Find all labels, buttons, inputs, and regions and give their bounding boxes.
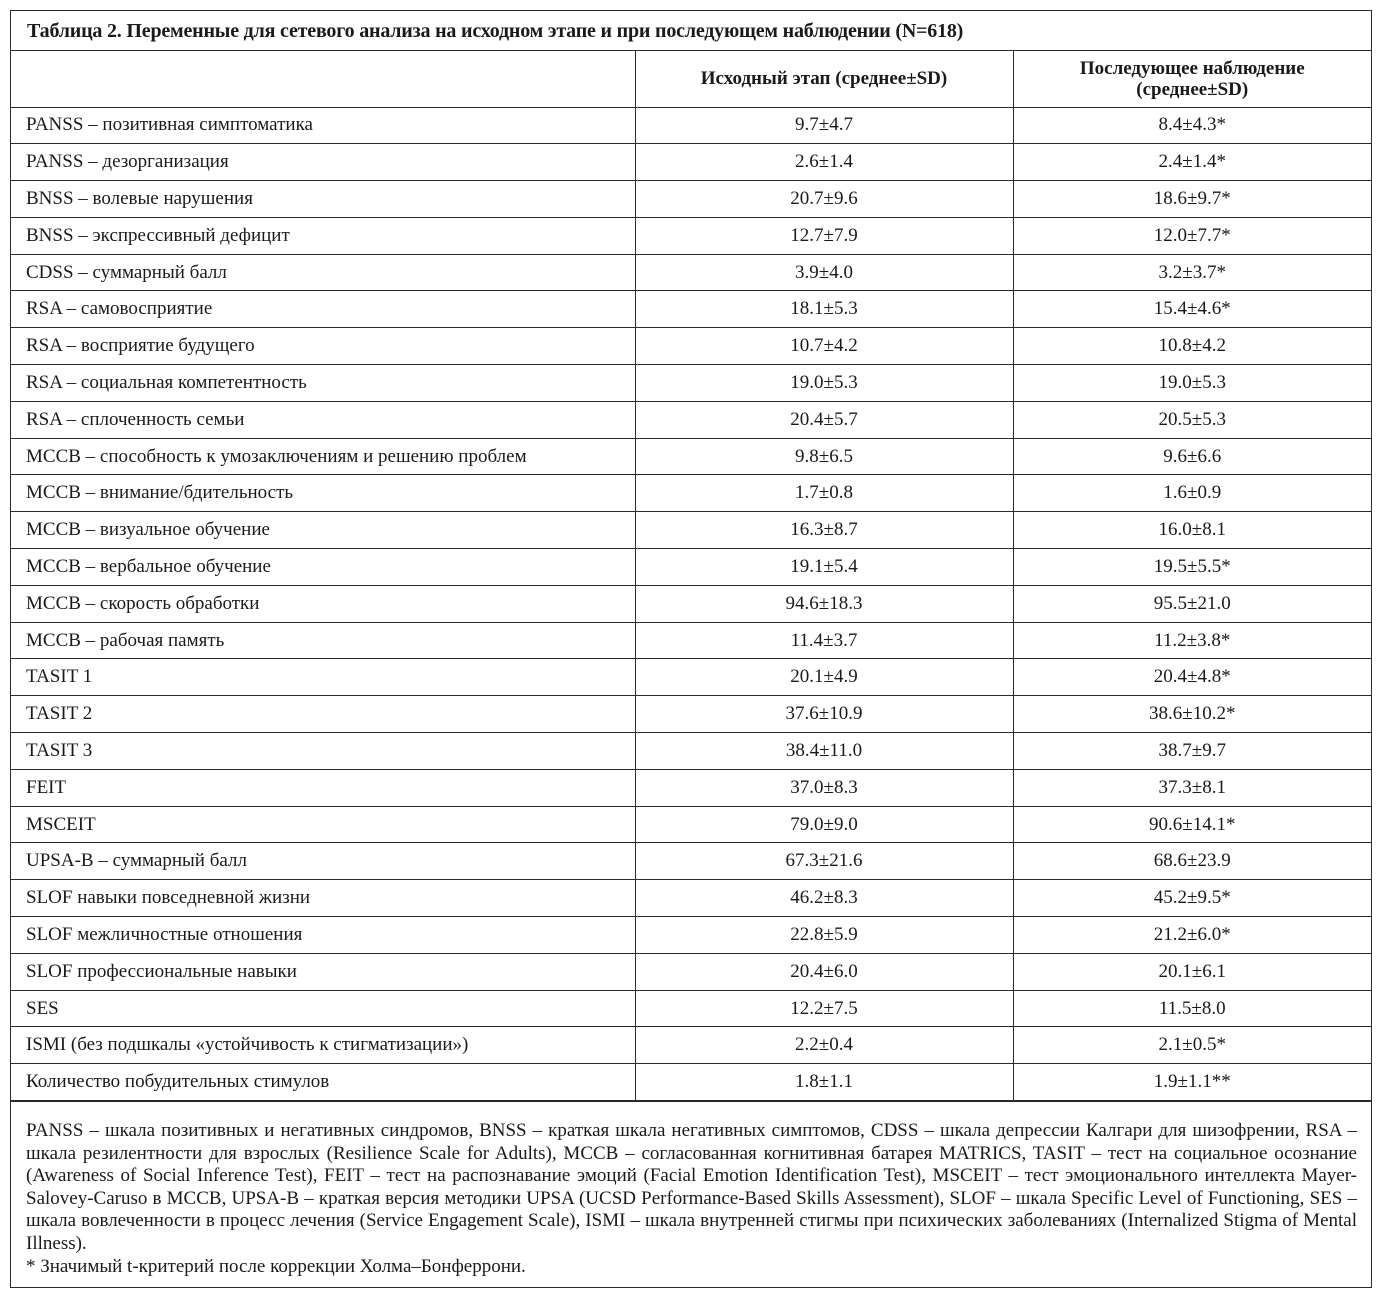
row-baseline-value: 1.8±1.1 bbox=[635, 1064, 1013, 1101]
table-row bbox=[11, 291, 1371, 328]
row-baseline-value: 1.7±0.8 bbox=[635, 475, 1013, 512]
table-row bbox=[11, 254, 1371, 291]
row-baseline-value: 2.2±0.4 bbox=[635, 1027, 1013, 1064]
table-row bbox=[11, 696, 1371, 733]
row-baseline-value: 46.2±8.3 bbox=[635, 880, 1013, 917]
row-baseline-value: 37.0±8.3 bbox=[635, 769, 1013, 806]
row-label: FEIT bbox=[11, 769, 635, 806]
row-baseline-value: 79.0±9.0 bbox=[635, 806, 1013, 843]
table-row bbox=[11, 365, 1371, 402]
table-row bbox=[11, 917, 1371, 954]
row-baseline-value: 20.4±6.0 bbox=[635, 953, 1013, 990]
row-label: RSA – восприятие будущего bbox=[11, 328, 635, 365]
header-baseline: Исходный этап (среднее±SD) bbox=[635, 51, 1013, 107]
table-row bbox=[11, 438, 1371, 475]
row-followup-value: 1.9±1.1** bbox=[1013, 1064, 1371, 1101]
table-title: Таблица 2. Переменные для сетевого анализа на исходном этапе и при последующем наблюдении (N=618) bbox=[11, 11, 1371, 51]
table-row bbox=[11, 549, 1371, 586]
table-row bbox=[11, 843, 1371, 880]
table-row bbox=[11, 585, 1371, 622]
row-followup-value: 21.2±6.0* bbox=[1013, 917, 1371, 954]
row-baseline-value: 19.0±5.3 bbox=[635, 365, 1013, 402]
table-row bbox=[11, 769, 1371, 806]
row-baseline-value: 20.1±4.9 bbox=[635, 659, 1013, 696]
row-label: UPSA-B – суммарный балл bbox=[11, 843, 635, 880]
table-row bbox=[11, 217, 1371, 254]
table-row bbox=[11, 659, 1371, 696]
row-label: BNSS – волевые нарушения bbox=[11, 181, 635, 218]
row-followup-value: 20.4±4.8* bbox=[1013, 659, 1371, 696]
row-followup-value: 16.0±8.1 bbox=[1013, 512, 1371, 549]
table-row bbox=[11, 181, 1371, 218]
row-label: RSA – самовосприятие bbox=[11, 291, 635, 328]
row-followup-value: 2.4±1.4* bbox=[1013, 144, 1371, 181]
table-row bbox=[11, 880, 1371, 917]
row-label: SES bbox=[11, 990, 635, 1027]
row-label: MCCB – скорость обработки bbox=[11, 585, 635, 622]
row-baseline-value: 22.8±5.9 bbox=[635, 917, 1013, 954]
footnote bbox=[11, 1101, 1371, 1278]
row-baseline-value: 94.6±18.3 bbox=[635, 585, 1013, 622]
header-row bbox=[11, 51, 1371, 107]
table-row bbox=[11, 622, 1371, 659]
table-row bbox=[11, 475, 1371, 512]
row-followup-value: 15.4±4.6* bbox=[1013, 291, 1371, 328]
row-baseline-value: 3.9±4.0 bbox=[635, 254, 1013, 291]
row-followup-value: 9.6±6.6 bbox=[1013, 438, 1371, 475]
table-body bbox=[11, 107, 1371, 1101]
row-followup-value: 12.0±7.7* bbox=[1013, 217, 1371, 254]
table-row bbox=[11, 953, 1371, 990]
row-baseline-value: 11.4±3.7 bbox=[635, 622, 1013, 659]
row-followup-value: 68.6±23.9 bbox=[1013, 843, 1371, 880]
row-baseline-value: 12.2±7.5 bbox=[635, 990, 1013, 1027]
row-label: ISMI (без подшкалы «устойчивость к стигматизации») bbox=[11, 1027, 635, 1064]
header-followup-text: Последующее наблюдение (среднее±SD) bbox=[1079, 57, 1305, 100]
row-label: Количество побудительных стимулов bbox=[11, 1064, 635, 1101]
significance-note: * Значимый t-критерий после коррекции Холма–Бонферрони. bbox=[26, 1255, 526, 1277]
row-followup-value: 20.1±6.1 bbox=[1013, 953, 1371, 990]
row-label: MSCEIT bbox=[11, 806, 635, 843]
row-label: RSA – социальная компетентность bbox=[11, 365, 635, 402]
row-baseline-value: 20.4±5.7 bbox=[635, 401, 1013, 438]
row-followup-value: 2.1±0.5* bbox=[1013, 1027, 1371, 1064]
row-baseline-value: 2.6±1.4 bbox=[635, 144, 1013, 181]
row-baseline-value: 18.1±5.3 bbox=[635, 291, 1013, 328]
row-followup-value: 19.0±5.3 bbox=[1013, 365, 1371, 402]
table-frame bbox=[10, 10, 1372, 1288]
row-label: MCCB – вербальное обучение bbox=[11, 549, 635, 586]
row-label: RSA – сплоченность семьи bbox=[11, 401, 635, 438]
row-baseline-value: 12.7±7.9 bbox=[635, 217, 1013, 254]
table-row bbox=[11, 401, 1371, 438]
row-followup-value: 45.2±9.5* bbox=[1013, 880, 1371, 917]
row-label: SLOF профессиональные навыки bbox=[11, 953, 635, 990]
table-row bbox=[11, 1027, 1371, 1064]
row-baseline-value: 19.1±5.4 bbox=[635, 549, 1013, 586]
row-followup-value: 11.5±8.0 bbox=[1013, 990, 1371, 1027]
row-baseline-value: 20.7±9.6 bbox=[635, 181, 1013, 218]
table-row bbox=[11, 733, 1371, 770]
row-followup-value: 38.6±10.2* bbox=[1013, 696, 1371, 733]
table-row bbox=[11, 990, 1371, 1027]
table-row bbox=[11, 107, 1371, 144]
row-followup-value: 37.3±8.1 bbox=[1013, 769, 1371, 806]
row-label: BNSS – экспрессивный дефицит bbox=[11, 217, 635, 254]
row-baseline-value: 16.3±8.7 bbox=[635, 512, 1013, 549]
header-variable bbox=[11, 51, 635, 107]
row-label: TASIT 2 bbox=[11, 696, 635, 733]
table-row bbox=[11, 512, 1371, 549]
row-followup-value: 90.6±14.1* bbox=[1013, 806, 1371, 843]
row-followup-value: 11.2±3.8* bbox=[1013, 622, 1371, 659]
row-label: MCCB – внимание/бдительность bbox=[11, 475, 635, 512]
row-label: MCCB – рабочая память bbox=[11, 622, 635, 659]
row-label: MCCB – способность к умозаключениям и решению проблем bbox=[11, 438, 635, 475]
row-label: MCCB – визуальное обучение bbox=[11, 512, 635, 549]
row-followup-value: 18.6±9.7* bbox=[1013, 181, 1371, 218]
row-followup-value: 95.5±21.0 bbox=[1013, 585, 1371, 622]
row-label: SLOF межличностные отношения bbox=[11, 917, 635, 954]
row-label: TASIT 3 bbox=[11, 733, 635, 770]
row-label: PANSS – позитивная симптоматика bbox=[11, 107, 635, 144]
row-baseline-value: 10.7±4.2 bbox=[635, 328, 1013, 365]
row-followup-value: 20.5±5.3 bbox=[1013, 401, 1371, 438]
row-label: SLOF навыки повседневной жизни bbox=[11, 880, 635, 917]
data-table bbox=[11, 51, 1371, 1101]
row-followup-value: 8.4±4.3* bbox=[1013, 107, 1371, 144]
row-followup-value: 3.2±3.7* bbox=[1013, 254, 1371, 291]
row-baseline-value: 37.6±10.9 bbox=[635, 696, 1013, 733]
row-followup-value: 10.8±4.2 bbox=[1013, 328, 1371, 365]
row-baseline-value: 38.4±11.0 bbox=[635, 733, 1013, 770]
table-row bbox=[11, 806, 1371, 843]
abbreviations-note: PANSS – шкала позитивных и негативных синдромов, BNSS – краткая шкала негативных симптомов, CDSS – шкала депрессии Калгари для шизофрении, RSA – шкала резилентности для взрослых (Resilience Scale for Adults), MCCB – согласованная когнитивная батарея MATRICS, TASIT – тест на социальное осознание (Awareness of Social Inference Test), FEIT – тест на распознавание эмоций (Facial Emotion Identification Test), MSCEIT – тест эмоционального интеллекта Mayer-Salovey-Caruso в MCCB, UPSA-B – краткая версия методики UPSA (UCSD Performance-Based Skills Assessment), SLOF – шкала Specific Level of Functioning, SES – шкала вовлеченности в процесс лечения (Service Engagement Scale), ISMI – шкала внутренней стигмы при психических заболеваниях (Internalized Stigma of Mental Illness). bbox=[26, 1120, 1357, 1254]
row-followup-value: 1.6±0.9 bbox=[1013, 475, 1371, 512]
row-followup-value: 38.7±9.7 bbox=[1013, 733, 1371, 770]
header-followup bbox=[1013, 51, 1371, 107]
row-baseline-value: 67.3±21.6 bbox=[635, 843, 1013, 880]
row-label: PANSS – дезорганизация bbox=[11, 144, 635, 181]
row-baseline-value: 9.8±6.5 bbox=[635, 438, 1013, 475]
row-followup-value: 19.5±5.5* bbox=[1013, 549, 1371, 586]
row-label: CDSS – суммарный балл bbox=[11, 254, 635, 291]
row-label: TASIT 1 bbox=[11, 659, 635, 696]
table-row bbox=[11, 1064, 1371, 1101]
row-baseline-value: 9.7±4.7 bbox=[635, 107, 1013, 144]
table-row bbox=[11, 144, 1371, 181]
table-row bbox=[11, 328, 1371, 365]
